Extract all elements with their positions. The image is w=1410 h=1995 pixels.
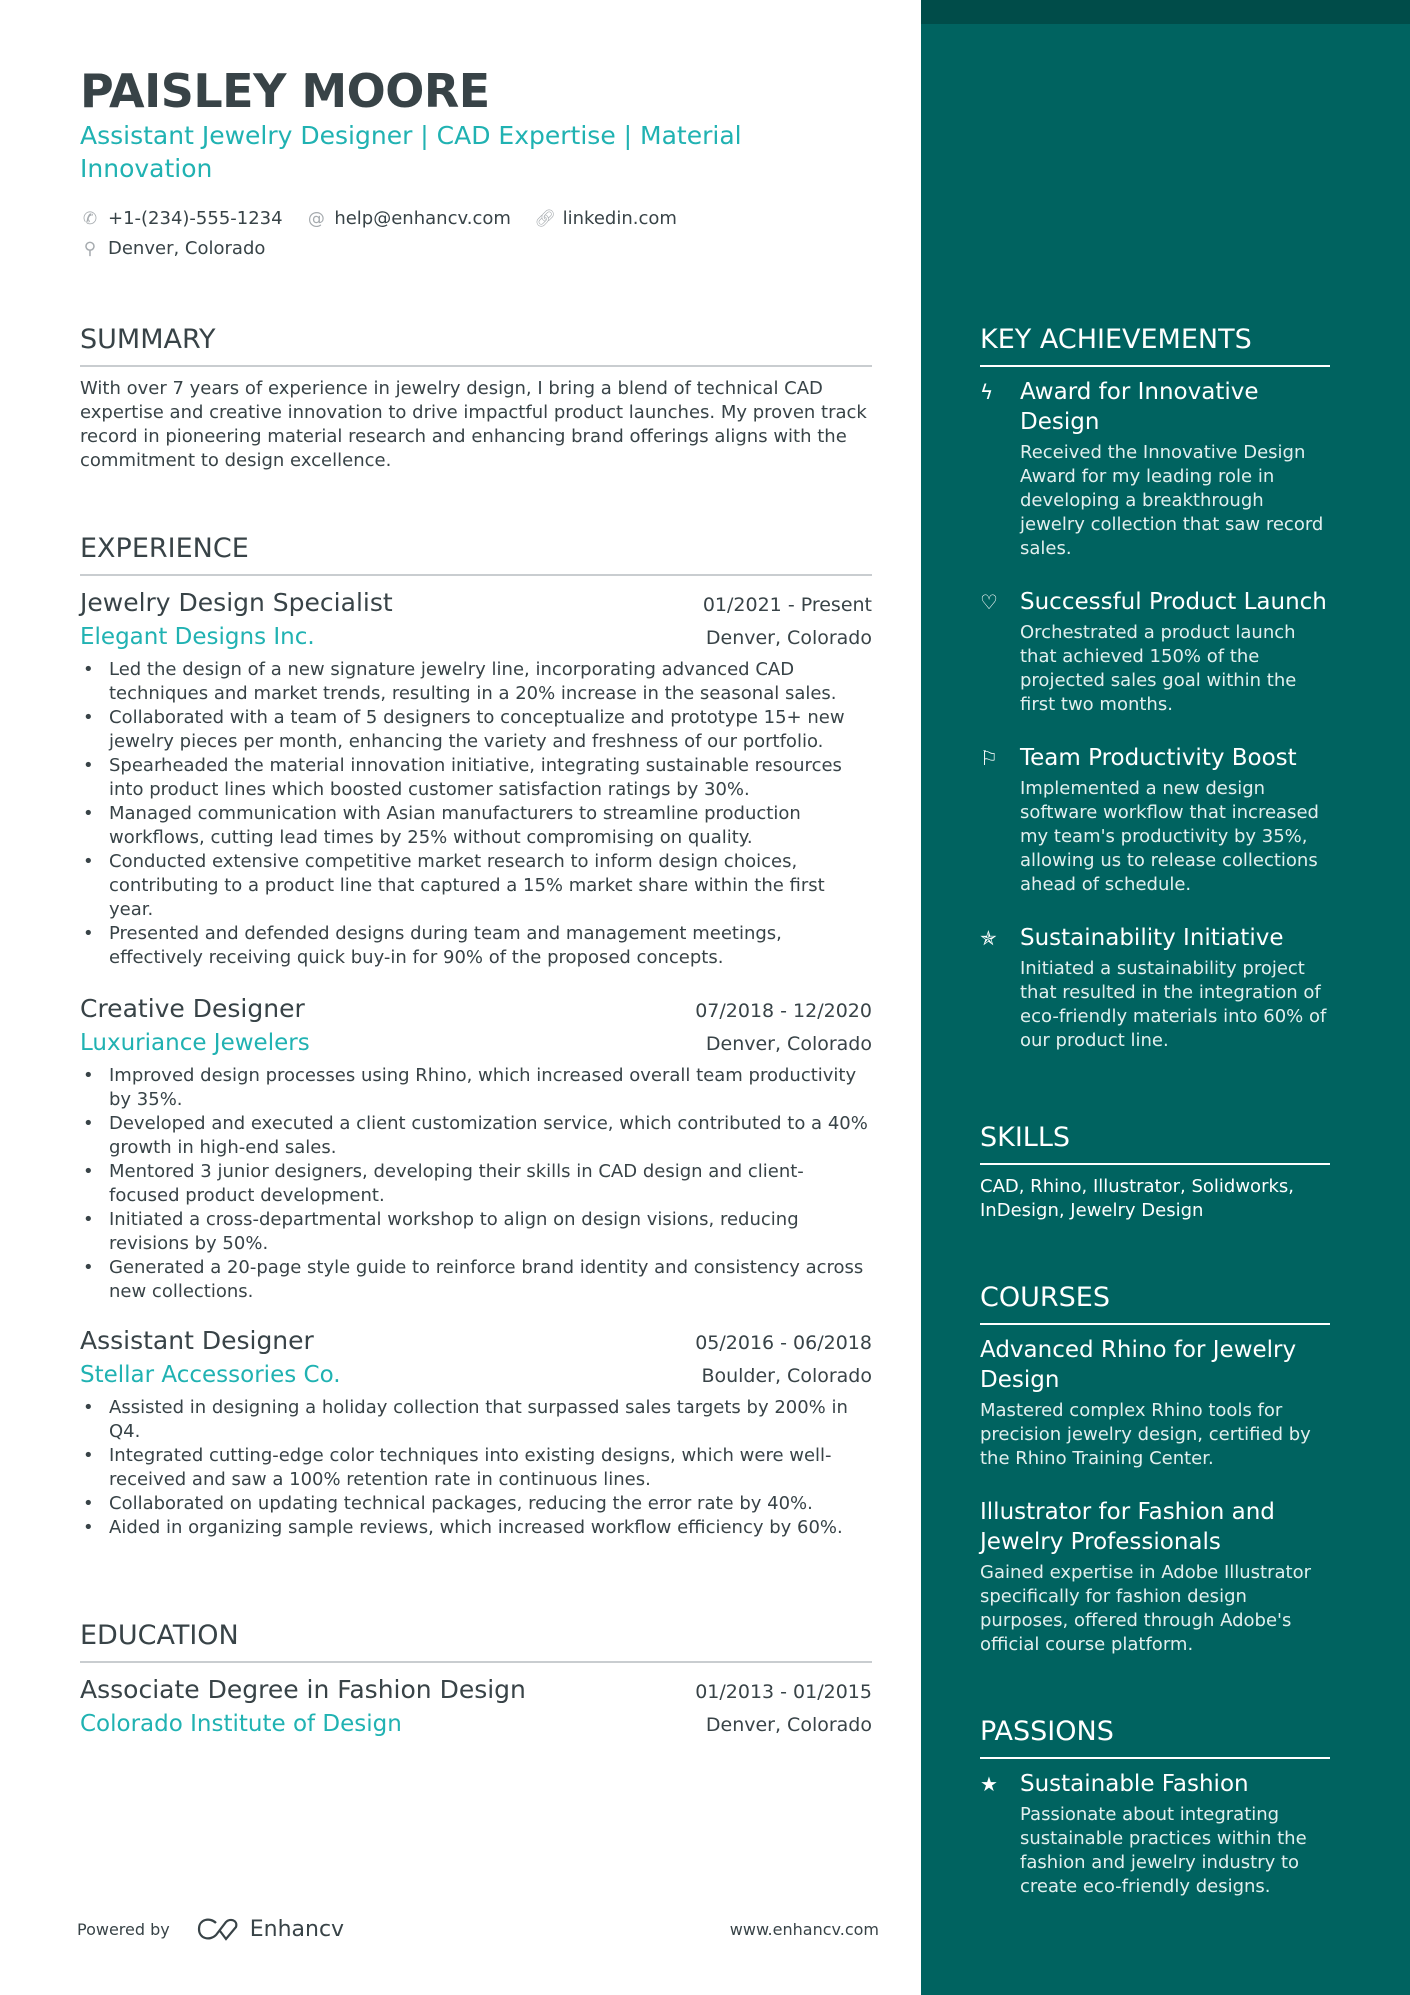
location-pin-icon: ⚲ (83, 239, 97, 259)
item-description: Initiated a sustainability project that resulted in the integration of eco-friendly materials into 60% of our product line. (1020, 958, 1327, 1051)
job-bullet: • Initiated a cross-departmental workshop to align on design visions, reducing revisions by 50%. (80, 1208, 872, 1256)
section-title: COURSES (980, 1281, 1330, 1325)
date: 01/2013 - 01/2015 (695, 1681, 872, 1703)
job-bullet: • Spearheaded the material innovation initiative, integrating sustainable resources into product lines which boosted customer satisfaction ratings by 30%. (80, 754, 872, 802)
education-section (80, 1619, 872, 1741)
item-title: Successful Product Launch (1020, 589, 1327, 615)
job-location: Denver, Colorado (705, 1033, 872, 1055)
phone: +1-(234)-555-1234 (108, 208, 283, 229)
phone-icon: ✆ (82, 209, 98, 229)
experience-section (80, 532, 872, 1560)
job-date: 05/2016 - 06/2018 (695, 1332, 872, 1354)
brand-name: Enhancv (249, 1916, 345, 1942)
star-icon: ★ (980, 1772, 998, 1796)
list-item (980, 377, 1330, 561)
job-location: Denver, Colorado (705, 627, 872, 649)
job-title: Jewelry Design Specialist (80, 588, 393, 617)
section-title: EDUCATION (80, 1619, 872, 1663)
job-bullet: • Managed communication with Asian manufacturers to streamline production workflows, cutting lead times by 25% without compromising on quality. (80, 802, 872, 850)
infinity-heart-icon (196, 1916, 242, 1942)
job-date: 07/2018 - 12/2020 (695, 1000, 872, 1022)
summary-section (80, 323, 872, 473)
company-name: Elegant Designs Inc. (80, 624, 315, 650)
company-name: Stellar Accessories Co. (80, 1362, 341, 1388)
item-description: Passionate about integrating sustainable practices within the fashion and jewelry industry to create eco-friendly designs. (1020, 1804, 1307, 1897)
school: Colorado Institute of Design (80, 1711, 402, 1737)
linkedin[interactable]: linkedin.com (562, 208, 677, 229)
footer-url[interactable]: www.enhancv.com (729, 1919, 879, 1939)
footer (77, 1916, 879, 1942)
courses-section (980, 1281, 1330, 1683)
job-entry (80, 586, 872, 970)
job-date: 01/2021 - Present (702, 594, 872, 616)
course-item (980, 1335, 1330, 1471)
job-bullet: • Improved design processes using Rhino, which increased overall team productivity by 35%. (80, 1064, 872, 1112)
section-title: SUMMARY (80, 323, 872, 367)
course-title: Illustrator for Fashion and Jewelry Professionals (980, 1499, 1275, 1555)
item-description: Received the Innovative Design Award for my leading role in developing a breakthrough jewelry collection that saw record sales. (1020, 442, 1324, 559)
course-item (980, 1497, 1330, 1657)
location: Denver, Colorado (108, 238, 266, 259)
list-item (980, 743, 1330, 897)
star-half-icon: ✯ (980, 926, 997, 950)
flag-icon: ⚐ (980, 746, 998, 770)
skills-text: CAD, Rhino, Illustrator, Solidworks, InDesign, Jewelry Design (980, 1176, 1294, 1221)
job-entry (80, 1324, 872, 1540)
list-item (980, 587, 1330, 717)
list-item (980, 1769, 1330, 1899)
passions-section (980, 1715, 1330, 1925)
job-bullet: • Developed and executed a client customization service, which contributed to a 40% growth in high-end sales. (80, 1112, 872, 1160)
lightbulb-icon: ♡ (980, 590, 998, 614)
contact-info (80, 204, 840, 264)
bolt-icon: ϟ (980, 380, 994, 404)
course-description: Gained expertise in Adobe Illustrator specifically for fashion design purposes, offered through Adobe's official course platform. (980, 1562, 1311, 1655)
item-title: Sustainable Fashion (1020, 1771, 1249, 1797)
job-bullet: • Integrated cutting-edge color techniques into existing designs, which were well-received and saw a 100% retention rate in continuous lines. (80, 1444, 872, 1492)
section-title: PASSIONS (980, 1715, 1330, 1759)
job-bullet: • Generated a 20-page style guide to reinforce brand identity and consistency across new collections. (80, 1256, 872, 1304)
section-title: SKILLS (980, 1121, 1330, 1165)
job-bullet: • Collaborated on updating technical packages, reducing the error rate by 40%. (80, 1492, 872, 1516)
item-title: Sustainability Initiative (1020, 925, 1284, 951)
item-description: Implemented a new design software workflow that increased my team's productivity by 35%, allowing us to release collections ahead of schedule. (1020, 778, 1319, 895)
summary-text: With over 7 years of experience in jewelry design, I bring a blend of technical CAD expertise and creative innovation to drive impactful product launches. My proven track record in pioneering material research and enhancing brand offerings aligns with the commitment to design excellence. (80, 378, 867, 471)
job-bullet: • Assisted in designing a holiday collection that surpassed sales targets by 200% in Q4. (80, 1396, 872, 1444)
job-entry (80, 992, 872, 1304)
job-title: Assistant Designer (80, 1326, 314, 1355)
link-icon: 🔗︎ (534, 209, 557, 229)
candidate-name: PAISLEY MOORE (80, 64, 490, 118)
section-title: KEY ACHIEVEMENTS (980, 323, 1330, 367)
achievements-section (980, 323, 1330, 1079)
job-bullet: • Aided in organizing sample reviews, which increased workflow efficiency by 60%. (80, 1516, 872, 1540)
degree: Associate Degree in Fashion Design (80, 1675, 526, 1704)
job-bullet: • Collaborated with a team of 5 designers to conceptualize and prototype 15+ new jewelry pieces per month, enhancing the variety and freshness of our portfolio. (80, 706, 872, 754)
company-name: Luxuriance Jewelers (80, 1030, 310, 1056)
location: Denver, Colorado (705, 1714, 872, 1736)
powered-by: Powered by (77, 1919, 170, 1939)
item-description: Orchestrated a product launch that achieved 150% of the projected sales goal within the first two months. (1020, 622, 1297, 715)
item-title: Award for Innovative Design (1020, 379, 1259, 435)
course-title: Advanced Rhino for Jewelry Design (980, 1337, 1297, 1393)
email[interactable]: help@enhancv.com (334, 208, 511, 229)
skills-section (980, 1121, 1330, 1223)
job-bullet: • Mentored 3 junior designers, developing their skills in CAD design and client-focused product development. (80, 1160, 872, 1208)
sidebar-top-band (921, 0, 1410, 24)
course-description: Mastered complex Rhino tools for precision jewelry design, certified by the Rhino Training Center. (980, 1400, 1311, 1469)
list-item (980, 923, 1330, 1053)
job-bullet: • Led the design of a new signature jewelry line, incorporating advanced CAD techniques and market trends, resulting in a 20% increase in the seasonal sales. (80, 658, 872, 706)
job-title: Creative Designer (80, 994, 305, 1023)
job-bullet: • Presented and defended designs during team and management meetings, effectively receiving quick buy-in for 90% of the proposed concepts. (80, 922, 872, 970)
enhancv-logo[interactable] (196, 1916, 344, 1942)
job-bullet: • Conducted extensive competitive market research to inform design choices, contributing to a product line that captured a 15% market share within the first year. (80, 850, 872, 922)
item-title: Team Productivity Boost (1020, 745, 1297, 771)
candidate-title: Assistant Jewelry Designer | CAD Expertise | Material Innovation (80, 121, 742, 183)
at-icon: @ (307, 209, 325, 229)
job-location: Boulder, Colorado (701, 1365, 872, 1387)
section-title: EXPERIENCE (80, 532, 872, 576)
